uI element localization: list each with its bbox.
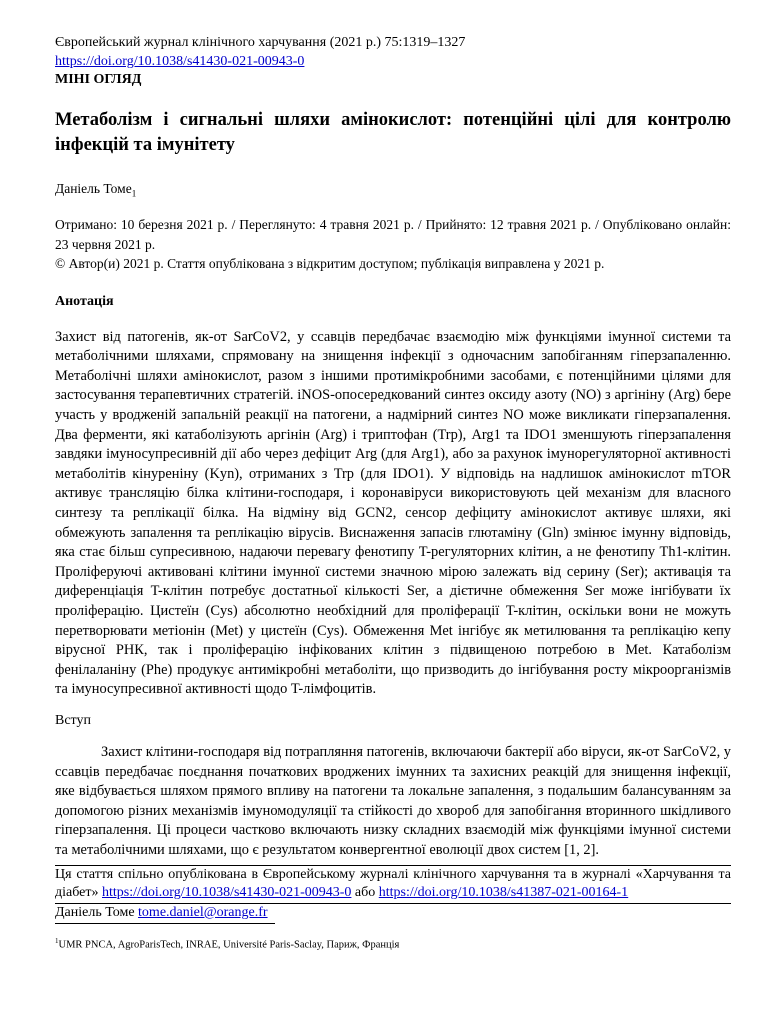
introduction-text: Захист клітини-господаря від потрапляння патогенів, включаючи бактерії або віруси, як-от SarCoV2, у ссавців передбачає поєднання початкових вроджених імунних та захисних реакцій для знищення інфекції, яке відбувається шляхом прямого впливу на патогени та локальне запалення, з подальшим балансуванням за допомогою різних механізмів імуномодуляції та стійкості до хвороб для запобігання вторинного шкідливого гіперзапалення. Ці процеси частково включають низку складних взаємодій між функціями імунної системи та метаболічними шляхами, що є результатом конвергентної еволюції двох систем [1, 2]. [55, 743, 731, 858]
author-affiliation-mark: 1 [131, 188, 137, 199]
doi-link-journal-2[interactable]: https://doi.org/10.1038/s41387-021-00164-1 [378, 884, 629, 900]
journal-citation: Європейський журнал клінічного харчування (2021 р.) 75:1319–1327 [55, 35, 466, 50]
article-type: МІНІ ОГЛЯД [55, 72, 142, 87]
copyright-line: © Автор(и) 2021 р. Стаття опублікована з відкритим доступом; публікація виправлена у 2021 р. [55, 255, 605, 271]
doi-link-journal-1[interactable]: https://doi.org/10.1038/s41430-021-00943-0 [102, 884, 352, 900]
or-word: або [354, 884, 376, 900]
article-page [55, 34, 731, 952]
contact-name: Даніель Томе [55, 904, 135, 920]
article-title: Метаболізм і сигнальні шляхи амінокислот: потенційні цілі для контролю інфекцій та імунітету [55, 110, 731, 155]
affiliation-mark: 1 [55, 936, 59, 945]
author-name: Даніель Томе [55, 181, 132, 196]
abstract-heading: Анотація [55, 293, 114, 309]
footnote-divider-short [55, 923, 275, 924]
co-publication-text: Ця стаття спільно опублікована в Європейському журналі клінічного харчування та в журналі «Харчування та діабет» [55, 866, 731, 900]
publication-dates: Отримано: 10 березня 2021 р. / Переглянуто: 4 травня 2021 р. / Прийнято: 12 травня 2021 р. / Опубліковано онлайн: 23 червня 2021 р. [55, 216, 731, 252]
author-line [55, 181, 731, 202]
introduction-heading: Вступ [55, 712, 91, 728]
contact-email-link[interactable]: tome.daniel@orange.fr [138, 904, 268, 920]
contact-line [55, 904, 731, 922]
doi-link[interactable]: https://doi.org/10.1038/s41430-021-00943-0 [55, 54, 305, 69]
affiliation-line [55, 934, 731, 953]
affiliation-text: UMR PNCA, AgroParisTech, INRAE, Université Paris-Saclay, Париж, Франція [58, 939, 400, 951]
co-publication-note [55, 866, 731, 902]
abstract-text: Захист від патогенів, як-от SarCoV2, у ссавців передбачає взаємодію між функціями імунної системи та метаболічними шляхами, спрямовану на знищення інфекції з одночасним запобіганням гіперзапаленню. Метаболічні шляхи амінокислот, разом з іншими протимікробними засобами, є потенційними цілями для застосування терапевтичних стратегій. iNOS-опосередкований синтез оксиду азоту (NO) з аргініну (Arg) бере участь у вродженій запальній реакції на патогени, а надмірний синтез NO може викликати гіперзапалення. Два ферменти, які катаболізують аргінін (Arg) і триптофан (Trp), Arg1 та IDO1 зменшують гіперзапалення завдяки імуносупресивній дії або через дефіцит Arg (для Arg1), або за рахунок імунорегуляторної активності метаболітів кінуреніну (Kyn), отриманих з Trp (для IDO1). У відповідь на надлишок амінокислот mTOR активує трансляцію білка клітини-господаря, і коронавіруси використовують цей механізм для власного синтезу та реплікації білка. На відміну від GCN2, сенсор дефіциту амінокислот активує шляхи, які обмежують запалення та реплікацію вірусів. Виснаження запасів глютаміну (Gln) змінює імунну відповідь, яка стає більш супресивною, надаючи перевагу фенотипу T-регуляторних клітин, а не фенотипу Th1-клітин. Проліферуючі активовані клітини імунної системи значною мірою залежать від серину (Ser); активація та диференціація T-клітин потребує достатньої кількості Ser, а дієтичне обмеження Ser може інгібувати їх проліферацію. Цистеїн (Cys) абсолютно необхідний для проліферації T-клітин, оскільки вони не можуть перетворювати метіонін (Met) у цистеїн (Cys). Обмеження Met інгібує як метилювання та реплікацію кепу вірусної РНК, так і проліферацію інфікованих клітин з підвищеною потребою в Met. Катаболізм фенілаланіну (Phe) продукує антимікробні метаболіти, що призводить до інгібування росту мікроорганізмів та імуносупресивної активності щодо T-лімфоцитів. [55, 328, 731, 698]
